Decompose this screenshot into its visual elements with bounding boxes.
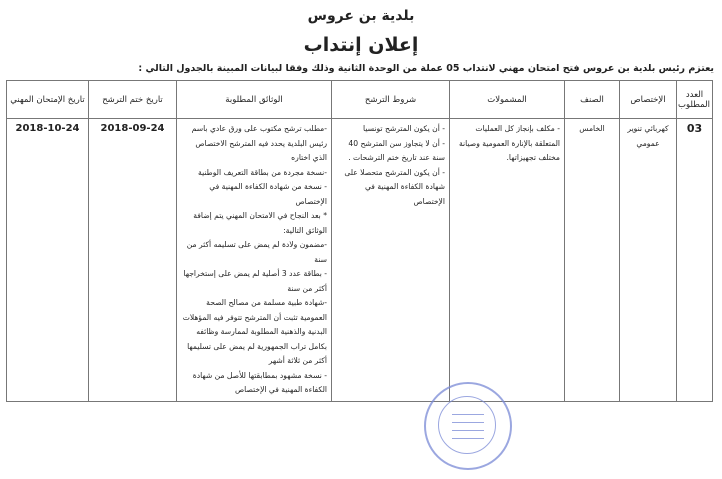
cell-exam-date: 2018-10-24 (7, 119, 89, 402)
condition-item: - أن يكون المترشح تونسيا (363, 124, 445, 133)
document-item: - بطاقة عدد 3 أصلية لم يمض على إستخراجها أكثر من سنة (183, 269, 327, 293)
col-header-deadline: تاريخ ختم الترشح (89, 81, 177, 119)
col-header-documents: الوثائق المطلوبة (177, 81, 332, 119)
document-item: -مضمون ولادة لم يمض على تسليمه أكثر من سنة (186, 240, 327, 264)
cell-grade: الخامس (565, 119, 620, 402)
document-item: -مطلب ترشح مكتوب على ورق عادي باسم رئيس البلدية يحدد فيه المترشح الاختصاص الذي اختاره (191, 124, 327, 162)
col-header-specialty: الإختصاص (620, 81, 677, 119)
document-item: - نسخة من شهادة الكفاءة المهنية في الإختصاص (209, 182, 327, 206)
announcement-title: إعلان إنتداب (303, 34, 419, 56)
table-header-row (7, 81, 713, 119)
condition-item: - أن لا يتجاوز سن المترشح 40 سنة عند تاريخ ختم الترشحات . (348, 138, 445, 162)
document-item: * بعد النجاح في الامتحان المهني يتم إضافة الوثائق التالية: (193, 211, 327, 235)
cell-duties: - مكلف بإنجاز كل العمليات المتعلقة بالإنارة العمومية وصيانة مختلف تجهيزاتها. (450, 119, 565, 402)
col-header-conditions: شروط الترشح (332, 81, 450, 119)
cell-deadline: 2018-09-24 (89, 119, 177, 402)
condition-item: - أن يكون المترشح متحصلا على شهادة الكفاءة المهنية في الإختصاص (344, 167, 445, 206)
recruitment-table (6, 80, 713, 402)
col-header-count: العدد المطلوب (677, 81, 713, 119)
table-row (7, 119, 713, 402)
col-header-exam-date: تاريخ الإمتحان المهني (7, 81, 89, 119)
col-header-duties: المشمولات (450, 81, 565, 119)
municipality-name: بلدية بن عروس (307, 8, 415, 24)
cell-conditions (332, 119, 450, 402)
document-item: -شهادة طبية مسلمة من مصالح الصحة العمومية تثبت أن المترشح تتوفر فيه المؤهلات البدنية والذهنية المطلوبة لممارسة وظائفه بكامل تراب الجمهورية لم يمض على تسليمها أكثر من ثلاثة أشهر (182, 298, 327, 365)
cell-count: 03 (677, 119, 713, 402)
cell-documents (177, 119, 332, 402)
intro-paragraph: يعتزم رئيس بلدية بن عروس فتح امتحان مهني لانتداب 05 عملة من الوحدة الثانية وذلك وفقا لبيانات المبينة بالجدول التالي : (138, 63, 714, 74)
document-item: -نسخة مجردة من بطاقة التعريف الوطنية (198, 167, 327, 177)
cell-specialty: كهربائي تنوير عمومي (620, 119, 677, 402)
col-header-grade: الصنف (565, 81, 620, 119)
document-item: - نسخة مشهود بمطابقتها للأصل من شهادة الكفاءة المهنية في الإختصاص (192, 370, 327, 394)
official-stamp-icon (424, 382, 512, 470)
